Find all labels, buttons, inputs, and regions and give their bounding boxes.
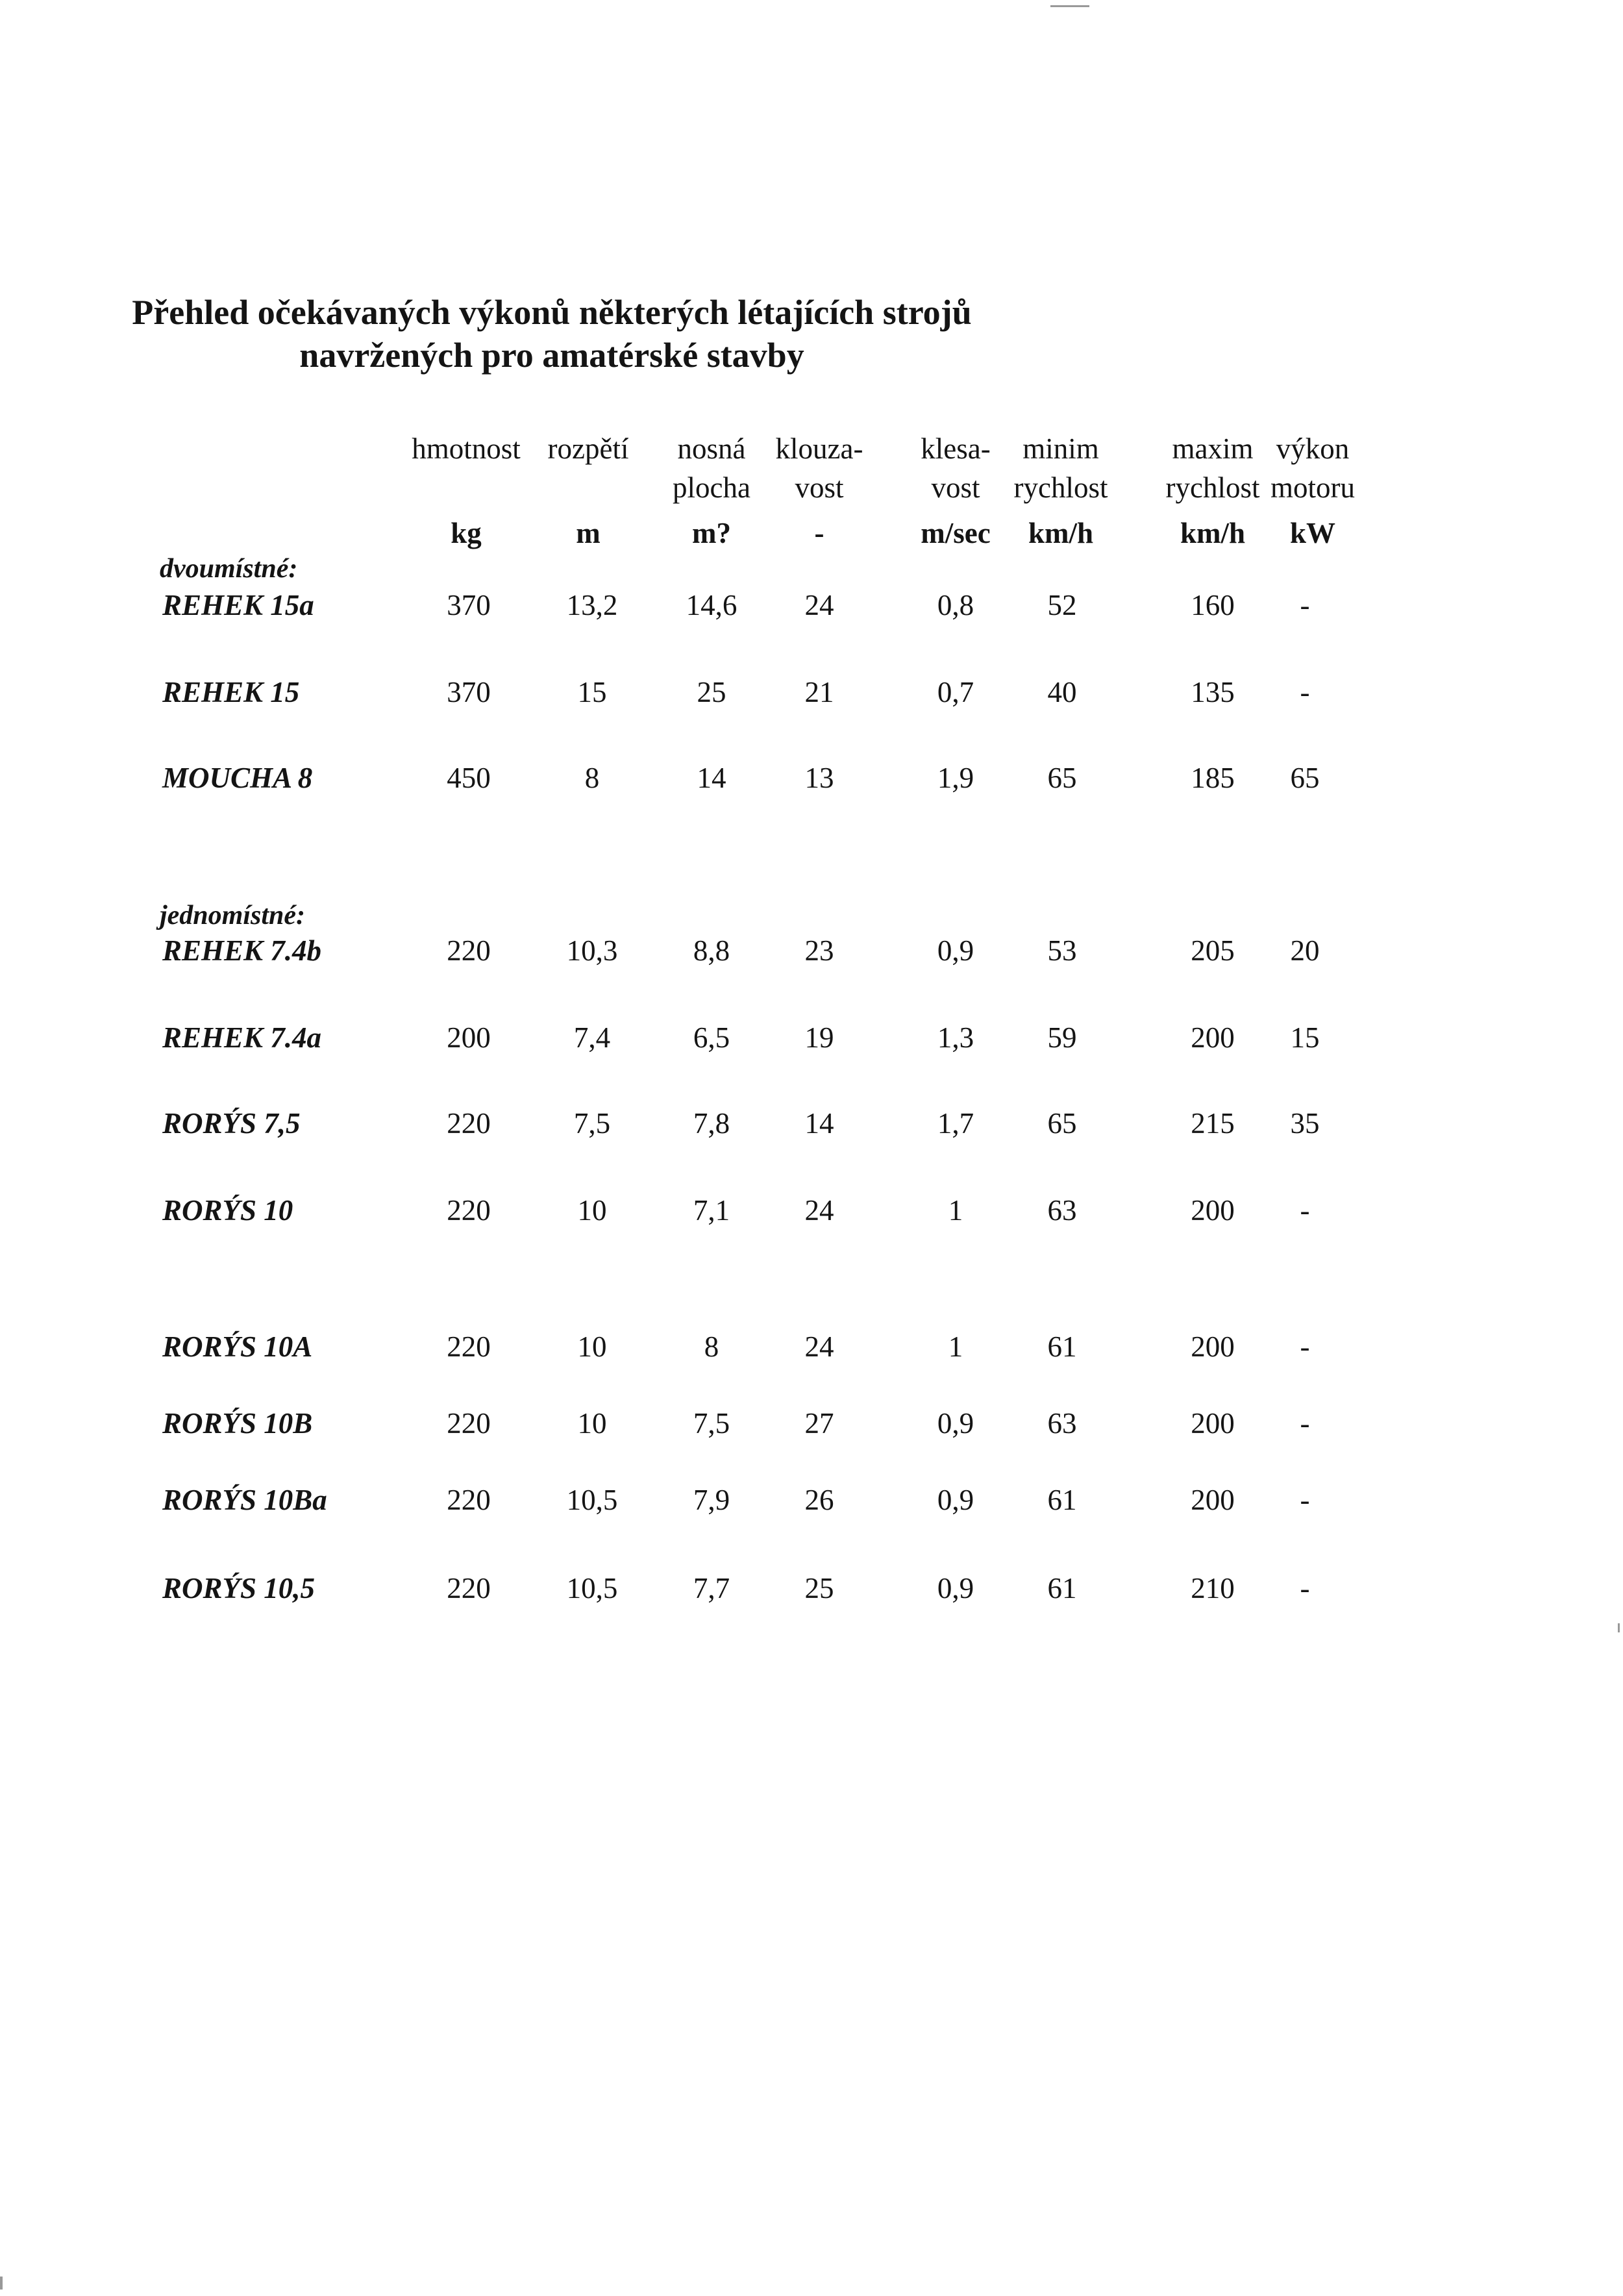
- table-cell: 0,9: [937, 1407, 974, 1440]
- column-unit: km/h: [1180, 517, 1246, 549]
- table-cell: 200: [1191, 1021, 1235, 1054]
- table-cell: -: [1300, 676, 1310, 708]
- group-label: dvoumístné:: [160, 554, 298, 584]
- aircraft-name: MOUCHA 8: [162, 762, 313, 794]
- table-cell: 205: [1191, 934, 1235, 967]
- aircraft-name: RORÝS 10: [162, 1194, 293, 1227]
- scan-speck: [1050, 5, 1089, 7]
- aircraft-name: RORÝS 10,5: [162, 1572, 316, 1604]
- table-cell: 26: [804, 1484, 834, 1516]
- aircraft-name: RORÝS 10B: [162, 1407, 313, 1440]
- table-cell: -: [1300, 1407, 1310, 1440]
- column-header-line2: vost: [795, 471, 844, 504]
- column-unit: m/sec: [921, 517, 991, 549]
- table-cell: 63: [1047, 1407, 1077, 1440]
- column-header-line2: motoru: [1270, 471, 1355, 504]
- column-header: hmotnost: [412, 432, 521, 465]
- table-cell: 185: [1191, 762, 1235, 794]
- table-cell: 210: [1191, 1572, 1235, 1604]
- aircraft-name: REHEK 15a: [162, 589, 314, 621]
- column-header-line2: plocha: [673, 471, 750, 504]
- table-cell: 13,2: [566, 589, 618, 621]
- table-cell: 7,1: [693, 1194, 730, 1227]
- table-cell: 220: [447, 1484, 491, 1516]
- table-cell: 23: [804, 934, 834, 967]
- table-cell: 220: [447, 1407, 491, 1440]
- table-cell: 7,8: [693, 1107, 730, 1140]
- table-cell: 200: [1191, 1194, 1235, 1227]
- table-cell: 370: [447, 676, 491, 708]
- table-cell: 200: [447, 1021, 491, 1054]
- table-cell: 61: [1047, 1572, 1077, 1604]
- column-unit: m?: [692, 517, 731, 549]
- column-unit: -: [814, 517, 824, 549]
- table-cell: 10: [577, 1330, 607, 1363]
- table-cell: -: [1300, 589, 1310, 621]
- table-cell: 24: [804, 1194, 834, 1227]
- table-cell: 1,7: [937, 1107, 974, 1140]
- table-cell: 0,9: [937, 1572, 974, 1604]
- table-cell: 220: [447, 1572, 491, 1604]
- table-cell: 200: [1191, 1330, 1235, 1363]
- group-label: jednomístné:: [160, 901, 306, 930]
- column-unit: km/h: [1028, 517, 1094, 549]
- table-cell: 220: [447, 934, 491, 967]
- table-cell: 27: [804, 1407, 834, 1440]
- table-cell: -: [1300, 1572, 1310, 1604]
- table-cell: 7,9: [693, 1484, 730, 1516]
- table-cell: 0,9: [937, 934, 974, 967]
- table-cell: 25: [804, 1572, 834, 1604]
- table-cell: 24: [804, 589, 834, 621]
- table-cell: 370: [447, 589, 491, 621]
- title-line-1: Přehled očekávaných výkonů některých létajících strojů: [132, 293, 972, 332]
- column-header: klouza-: [775, 432, 863, 465]
- document-title: [0, 291, 1104, 377]
- table-cell: 14: [804, 1107, 834, 1140]
- aircraft-name: REHEK 7.4a: [162, 1021, 322, 1054]
- column-header: nosná: [677, 432, 746, 465]
- table-cell: 8: [584, 762, 600, 794]
- table-cell: 65: [1290, 762, 1320, 794]
- column-header: rozpětí: [547, 432, 629, 465]
- table-cell: 200: [1191, 1407, 1235, 1440]
- title-line-2: navržených pro amatérské stavby: [299, 336, 804, 375]
- table-cell: 7,5: [693, 1407, 730, 1440]
- column-header: výkon: [1276, 432, 1350, 465]
- table-cell: 21: [804, 676, 834, 708]
- table-cell: 14: [697, 762, 726, 794]
- column-header-line2: vost: [931, 471, 980, 504]
- table-cell: 20: [1290, 934, 1320, 967]
- table-cell: 6,5: [693, 1021, 730, 1054]
- scan-speck: [1618, 1623, 1620, 1632]
- table-cell: 25: [697, 676, 726, 708]
- table-cell: 10,5: [566, 1484, 618, 1516]
- table-cell: 7,7: [693, 1572, 730, 1604]
- table-cell: 10,5: [566, 1572, 618, 1604]
- table-cell: 14,6: [686, 589, 737, 621]
- table-cell: 52: [1047, 589, 1077, 621]
- table-cell: -: [1300, 1484, 1310, 1516]
- aircraft-name: RORÝS 7,5: [162, 1107, 301, 1140]
- table-cell: 19: [804, 1021, 834, 1054]
- table-cell: 7,4: [573, 1021, 611, 1054]
- table-cell: 35: [1290, 1107, 1320, 1140]
- aircraft-name: REHEK 15: [162, 676, 300, 708]
- table-cell: 61: [1047, 1484, 1077, 1516]
- table-cell: 15: [577, 676, 607, 708]
- aircraft-name: RORÝS 10A: [162, 1330, 313, 1363]
- table-cell: 10,3: [566, 934, 618, 967]
- column-header: minim: [1022, 432, 1099, 465]
- table-cell: 1,3: [937, 1021, 974, 1054]
- table-cell: 135: [1191, 676, 1235, 708]
- table-cell: 59: [1047, 1021, 1077, 1054]
- table-cell: 0,7: [937, 676, 974, 708]
- aircraft-name: RORÝS 10Ba: [162, 1484, 327, 1516]
- aircraft-name: REHEK 7.4b: [162, 934, 322, 967]
- table-cell: 1: [948, 1194, 963, 1227]
- table-cell: 8: [704, 1330, 719, 1363]
- table-cell: 220: [447, 1194, 491, 1227]
- table-cell: 61: [1047, 1330, 1077, 1363]
- table-cell: 8,8: [693, 934, 730, 967]
- column-header: klesa-: [921, 432, 991, 465]
- table-cell: 215: [1191, 1107, 1235, 1140]
- table-cell: 40: [1047, 676, 1077, 708]
- column-header-line2: rychlost: [1013, 471, 1108, 504]
- table-cell: 15: [1290, 1021, 1320, 1054]
- column-header: maxim: [1172, 432, 1254, 465]
- table-cell: 65: [1047, 1107, 1077, 1140]
- table-cell: 200: [1191, 1484, 1235, 1516]
- column-unit: kW: [1289, 517, 1336, 549]
- table-cell: 53: [1047, 934, 1077, 967]
- table-cell: 10: [577, 1194, 607, 1227]
- column-header-line2: rychlost: [1165, 471, 1260, 504]
- table-cell: 13: [804, 762, 834, 794]
- table-cell: 160: [1191, 589, 1235, 621]
- table-cell: -: [1300, 1330, 1310, 1363]
- table-cell: 65: [1047, 762, 1077, 794]
- table-cell: 10: [577, 1407, 607, 1440]
- table-cell: 220: [447, 1330, 491, 1363]
- table-cell: 24: [804, 1330, 834, 1363]
- table-cell: -: [1300, 1194, 1310, 1227]
- table-cell: 450: [447, 762, 491, 794]
- table-cell: 0,9: [937, 1484, 974, 1516]
- table-cell: 1,9: [937, 762, 974, 794]
- table-cell: 0,8: [937, 589, 974, 621]
- table-cell: 7,5: [573, 1107, 611, 1140]
- table-cell: 220: [447, 1107, 491, 1140]
- table-cell: 1: [948, 1330, 963, 1363]
- scan-speck: [0, 2277, 3, 2290]
- column-unit: m: [576, 517, 601, 549]
- table-cell: 63: [1047, 1194, 1077, 1227]
- column-unit: kg: [451, 517, 482, 549]
